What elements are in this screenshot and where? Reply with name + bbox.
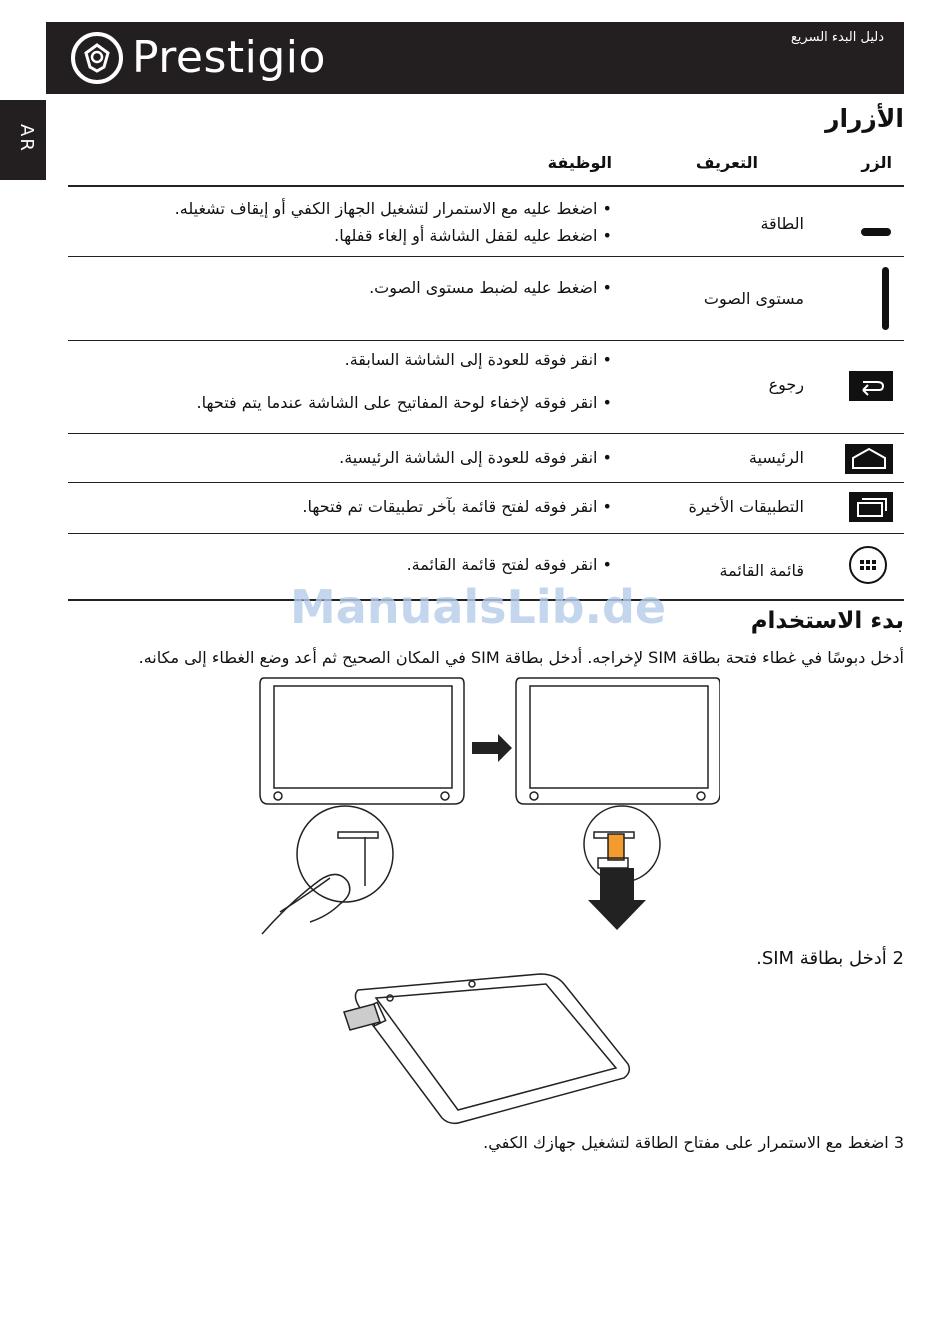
sim-cover-illustration (250, 672, 720, 947)
power-button-icon (860, 222, 892, 241)
buttons-section-title: الأزرار (825, 104, 904, 133)
function-item: • انقر فوقه لفتح قائمة القائمة. (112, 555, 612, 574)
back-icon (849, 371, 893, 405)
function-item: • انقر فوقه لفتح قائمة بآخر تطبيقات تم فتحها. (112, 497, 612, 516)
row-name-menu: قائمة القائمة (719, 561, 804, 580)
recent-apps-icon (849, 492, 893, 526)
row-functions-back (112, 350, 612, 420)
column-header-function: الوظيفة (547, 153, 612, 172)
function-item: • انقر فوقه للعودة إلى الشاشة السابقة. (112, 350, 612, 369)
row-divider (68, 256, 904, 257)
row-functions-power (112, 199, 612, 253)
row-functions-menu (112, 555, 612, 582)
menu-icon (848, 545, 888, 589)
guide-title: دليل البدء السريع (790, 30, 884, 45)
row-name-back: رجوع (768, 375, 804, 394)
row-divider (68, 482, 904, 483)
row-divider (68, 433, 904, 434)
row-divider (68, 340, 904, 341)
function-item: • انقر فوقه للعودة إلى الشاشة الرئيسية. (112, 448, 612, 467)
home-icon (845, 444, 893, 478)
row-name-power: الطاقة (760, 214, 804, 233)
row-functions-volume (112, 278, 612, 305)
row-divider (68, 533, 904, 534)
function-item: • اضغط عليه لضبط مستوى الصوت. (112, 278, 612, 297)
row-functions-home (112, 448, 612, 475)
language-tab (0, 100, 46, 180)
function-item: • اضغط عليه لقفل الشاشة أو إلغاء قفلها. (112, 226, 612, 245)
function-item: • اضغط عليه مع الاستمرار لتشغيل الجهاز الكفي أو إيقاف تشغيله. (112, 199, 612, 218)
row-name-home: الرئيسية (748, 448, 804, 467)
watermark: ManualsLib.de (290, 580, 667, 634)
row-name-volume: مستوى الصوت (703, 289, 804, 308)
column-header-definition: التعريف (695, 153, 758, 172)
step3-text: 3 اضغط مع الاستمرار على مفتاح الطاقة لتشغيل جهازك الكفي. (483, 1133, 904, 1152)
header-bar (46, 22, 904, 94)
function-item: • انقر فوقه لإخفاء لوحة المفاتيح على الشاشة عندما يتم فتحها. (112, 393, 612, 412)
step1-text: أدخل دبوسًا في غطاء فتحة بطاقة SIM لإخراجه. أدخل بطاقة SIM في المكان الصحيح ثم أعد وضع الغطاء إلى مكانه. (138, 648, 904, 667)
table-header-divider (68, 185, 904, 187)
brand-name: Prestigio (132, 32, 326, 83)
sim-insert-illustration (340, 968, 630, 1128)
row-functions-recent-apps (112, 497, 612, 524)
row-name-recent-apps: التطبيقات الأخيرة (688, 497, 804, 516)
volume-button-icon (880, 266, 892, 336)
start-section-title: بدء الاستخدام (750, 608, 904, 634)
prestigio-logo-icon (70, 31, 124, 85)
step2-text: 2 أدخل بطاقة SIM. (756, 948, 904, 969)
language-label: AR (16, 124, 37, 153)
column-header-button: الزر (861, 153, 892, 172)
